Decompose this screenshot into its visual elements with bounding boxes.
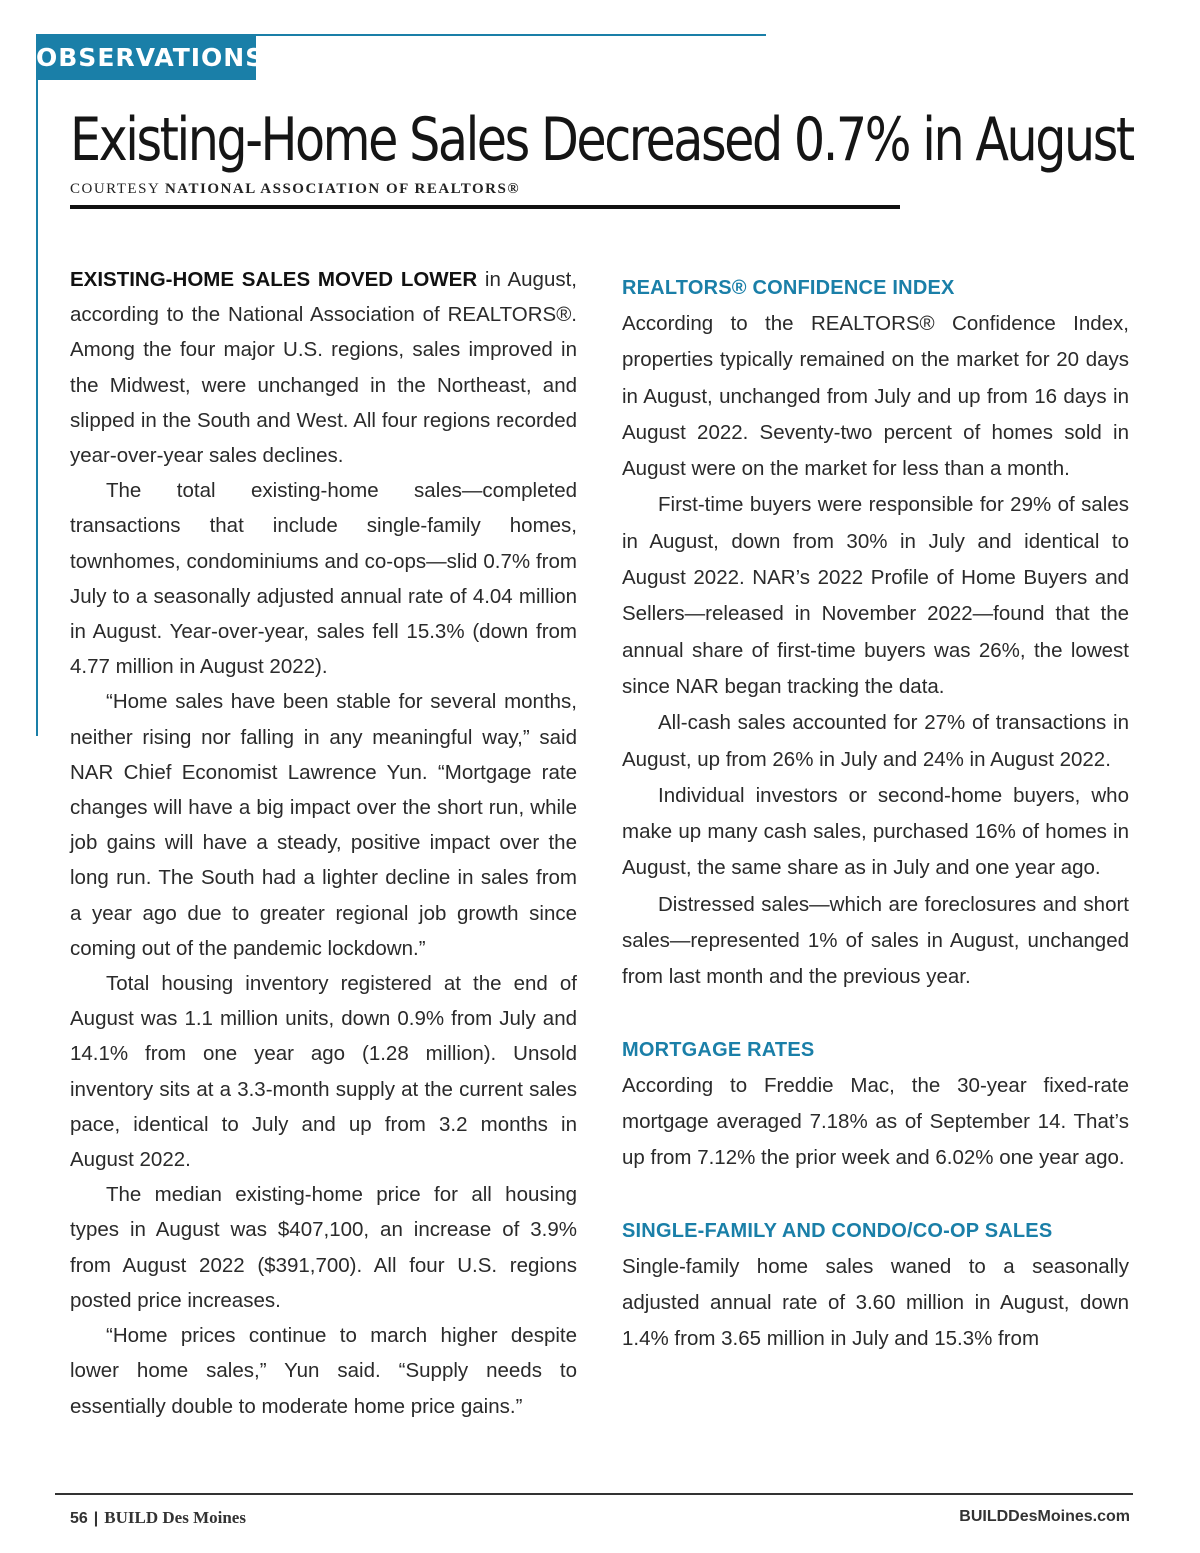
section-spacer xyxy=(622,1177,1129,1213)
subheading-single-family: SINGLE-FAMILY AND CONDO/CO-OP SALES xyxy=(622,1219,1053,1242)
paragraph-1-text: in August, according to the National Association of REALTORS®. Among the four major U.S. regions, sales improved in the Midwest, were unchanged in the Northeast, and slipped in the South and West. All four regions recorded year-over-year sales declines. xyxy=(70,268,577,468)
courtesy-line xyxy=(70,181,520,198)
confidence-paragraph-3: All-cash sales accounted for 27% of transactions in August, up from 26% in July and 24% in August 2022. xyxy=(622,711,1129,771)
article-paragraph-4: Total housing inventory registered at the end of August was 1.1 million units, down 0.9% from July and 14.1% from one year ago (1.28 million). Unsold inventory sits at a 3.3-month supply at the current sales pace, identical to July and up from 3.2 months in August 2022. xyxy=(70,972,577,1172)
right-column xyxy=(622,270,1129,1357)
subheading-confidence-index: REALTORS® CONFIDENCE INDEX xyxy=(622,277,955,299)
article-paragraph-6: “Home prices continue to march higher despite lower home sales,” Yun said. “Supply needs to essentially double to moderate home price gains.” xyxy=(70,1324,577,1418)
page-title: Existing-Home Sales Decreased 0.7% in August xyxy=(70,105,1133,175)
single-family-paragraph: Single-family home sales waned to a seasonally adjusted annual rate of 3.60 million in August, down 1.4% from 3.65 million in July and 15.3% from xyxy=(622,1254,1129,1351)
left-column xyxy=(70,262,577,1424)
footer-rule xyxy=(55,1493,1133,1495)
subheading-mortgage-rates: MORTGAGE RATES xyxy=(622,1038,815,1061)
footer-left xyxy=(70,1508,246,1528)
courtesy-prefix: COURTESY xyxy=(70,181,160,197)
section-tag: OBSERVATIONS xyxy=(36,36,256,80)
article-paragraph-2: The total existing-home sales—completed transactions that include single-family homes, townhomes, condominiums and co-ops—slid 0.7% from July to a seasonally adjusted annual rate of 4.04 million in August. Year-over-year, sales fell 15.3% (down from 4.77 million in August 2022). xyxy=(70,479,577,679)
title-rule xyxy=(70,205,900,209)
confidence-paragraph-5: Distressed sales—which are foreclosures and short sales—represented 1% of sales in August, unchanged from last month and the previous year. xyxy=(622,892,1129,989)
lead-in: EXISTING-HOME SALES MOVED LOWER xyxy=(70,268,478,291)
mortgage-paragraph: According to Freddie Mac, the 30-year fixed-rate mortgage averaged 7.18% as of September 14. That’s up from 7.12% the prior week and 6.02% one year ago. xyxy=(622,1073,1129,1170)
courtesy-source: NATIONAL ASSOCIATION OF REALTORS® xyxy=(164,181,521,197)
section-spacer xyxy=(622,996,1129,1032)
header-left-rule xyxy=(36,34,38,736)
footer-separator: | xyxy=(93,1510,99,1527)
confidence-paragraph-4: Individual investors or second-home buyers, who make up many cash sales, purchased 16% of homes in August, the same share as in July and one year ago. xyxy=(622,783,1129,880)
magazine-name: BUILD Des Moines xyxy=(104,1508,246,1527)
page-number: 56 xyxy=(70,1510,88,1527)
confidence-paragraph-2: First-time buyers were responsible for 29% of sales in August, down from 30% in July and identical to August 2022. NAR’s 2022 Profile of Home Buyers and Sellers—released in November 2022—found that the annual share of first-time buyers was 26%, the lowest since NAR began tracking the data. xyxy=(622,493,1129,698)
article-paragraph-3: “Home sales have been stable for several months, neither rising nor falling in any meaningful way,” said NAR Chief Economist Lawrence Yun. “Mortgage rate changes will have a big impact over the short run, while job gains will have a steady, positive impact over the long run. The South had a lighter decline in sales from a year ago due to greater regional job growth since coming out of the pandemic lockdown.” xyxy=(70,690,577,960)
article-paragraph-5: The median existing-home price for all housing types in August was $407,100, an increase of 3.9% from August 2022 ($391,700). All four U.S. regions posted price increases. xyxy=(70,1183,577,1312)
confidence-paragraph-1: According to the REALTORS® Confidence Index, properties typically remained on the market for 20 days in August, unchanged from July and up from 16 days in August 2022. Seventy-two percent of homes sold in August were on the market for less than a month. xyxy=(622,312,1129,481)
website-link[interactable]: BUILDDesMoines.com xyxy=(959,1508,1130,1525)
article-paragraph-1 xyxy=(70,262,577,473)
